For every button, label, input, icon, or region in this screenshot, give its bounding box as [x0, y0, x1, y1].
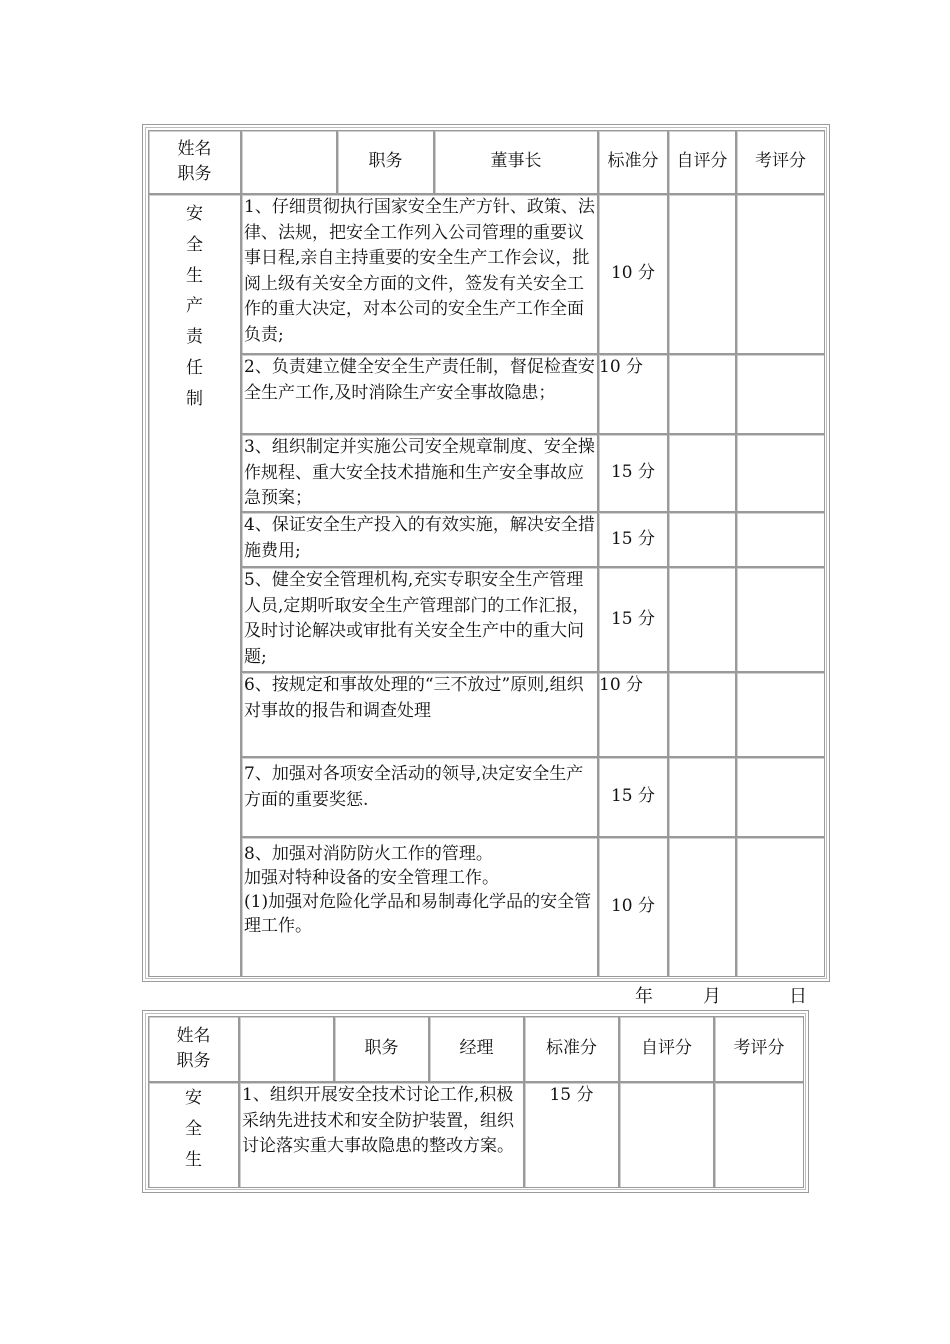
table-row-3-text: 3、组织制定并实施公司安全规章制度、安全操作规程、重大安全技术措施和生产安全事故应急预案；: [241, 434, 598, 512]
table-row-4-score: 15 分: [598, 512, 668, 567]
table-row-7-score: 15 分: [598, 757, 668, 837]
table-row-8-self: [668, 837, 736, 977]
standard-score-header: 标准分: [598, 130, 668, 194]
date-year: 年: [635, 986, 653, 1007]
self-score-header: 自评分: [668, 130, 736, 194]
table-row-2-review: [736, 354, 825, 434]
table-row-1-self: [668, 194, 736, 354]
table-row-4-text: 4、保证安全生产投入的有效实施，解决安全措施费用;: [241, 512, 598, 567]
table-row-3-self: [668, 434, 736, 512]
table-row-3-score: 15 分: [598, 434, 668, 512]
table-row-6-self: [668, 672, 736, 757]
name-position-header: 姓名 职务: [148, 130, 241, 194]
position-label-cell: 职务: [334, 1016, 429, 1082]
table-row-1-review: [714, 1082, 804, 1188]
review-score-header: 考评分: [736, 130, 825, 194]
responsibility-table-manager: [142, 1010, 809, 1193]
self-score-header: 自评分: [619, 1016, 714, 1082]
table-row-8-text: 8、加强对消防防火工作的管理。 加强对特种设备的安全管理工作。 (1)加强对危险化学品和易制毒化学品的安全管理工作。: [241, 837, 598, 977]
table-row-1-score: 10 分: [598, 194, 668, 354]
table-row-3-review: [736, 434, 825, 512]
table-row-5-review: [736, 567, 825, 672]
review-score-header: 考评分: [714, 1016, 804, 1082]
position-label-cell: 职务: [337, 130, 434, 194]
table-row-1-text: 1、仔细贯彻执行国家安全生产方针、政策、法律、法规，把安全工作列入公司管理的重要议事日程,亲自主持重要的安全生产工作会议，批阅上级有关安全方面的文件，签发有关安全工作的重大决定，对本公司的安全生产工作全面负责;: [241, 194, 598, 354]
standard-score-header: 标准分: [524, 1016, 619, 1082]
section-label-safety: 安 全 生: [148, 1082, 239, 1188]
table-row-4-review: [736, 512, 825, 567]
date-day: 日: [789, 986, 807, 1007]
table-row-2-text: 2、负责建立健全安全生产责任制，督促检查安全生产工作,及时消除生产安全事故隐患；: [241, 354, 598, 434]
table-row-6-score: 10 分: [598, 672, 668, 757]
table-row-1-self: [619, 1082, 714, 1188]
date-month: 月: [703, 986, 721, 1007]
table-row-1-review: [736, 194, 825, 354]
table-row-7-self: [668, 757, 736, 837]
table-row-7-review: [736, 757, 825, 837]
table-row-4-self: [668, 512, 736, 567]
table-row-1-text: 1、组织开展安全技术讨论工作,积极采纳先进技术和安全防护装置，组织讨论落实重大事故隐患的整改方案。: [239, 1082, 524, 1188]
table-row-6-text: 6、按规定和事故处理的“三不放过”原则,组织对事故的报告和调查处理: [241, 672, 598, 757]
position-value-cell: 经理: [429, 1016, 524, 1082]
table-row-1-score: 15 分: [524, 1082, 619, 1188]
table-row-5-self: [668, 567, 736, 672]
table-row-8-review: [736, 837, 825, 977]
table-row-2-score: 10 分: [598, 354, 668, 434]
name-position-header: 姓名 职务: [148, 1016, 239, 1082]
name-value-cell: [239, 1016, 334, 1082]
table-row-5-score: 15 分: [598, 567, 668, 672]
table-row-6-review: [736, 672, 825, 757]
table-row-7-text: 7、加强对各项安全活动的领导,决定安全生产方面的重要奖惩.: [241, 757, 598, 837]
table-row-2-self: [668, 354, 736, 434]
position-value-cell: 董事长: [434, 130, 598, 194]
section-label-safety-responsibility: 安 全 生 产 责 任 制: [148, 194, 241, 977]
table-row-8-score: 10 分: [598, 837, 668, 977]
table-row-5-text: 5、健全安全管理机构,充实专职安全生产管理人员,定期听取安全生产管理部门的工作汇报，及时讨论解决或审批有关安全生产中的重大问题;: [241, 567, 598, 672]
name-value-cell: [241, 130, 337, 194]
responsibility-table-chairman: [142, 124, 830, 982]
